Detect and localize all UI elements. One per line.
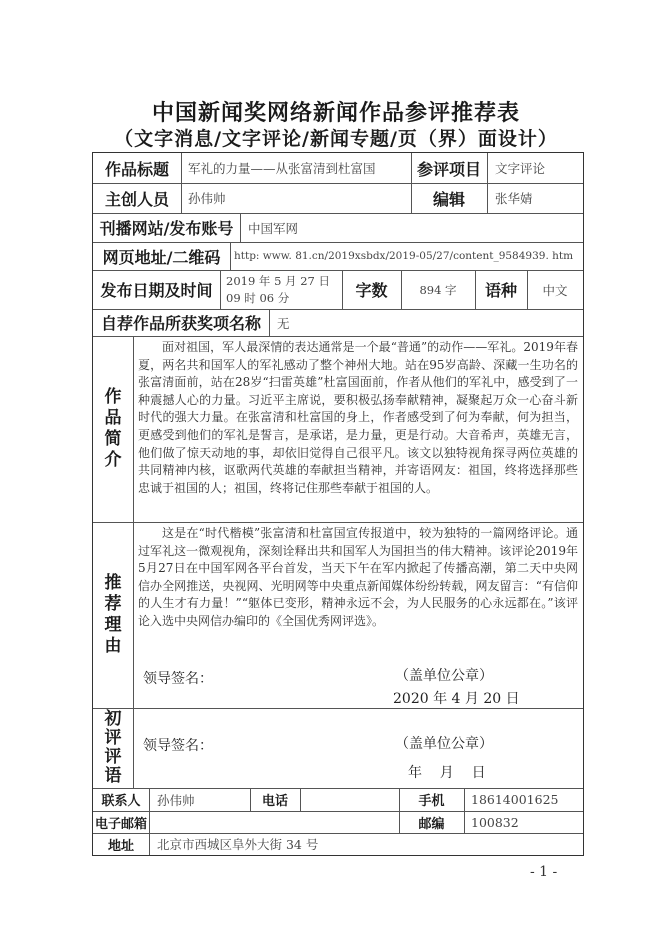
language-label: 语种: [484, 281, 517, 300]
editor-value: 张华婧: [495, 191, 533, 206]
phone-label: 电话: [261, 794, 288, 809]
site-label: 刊播网站/发布账号: [99, 219, 234, 238]
wordcount-value: 894 字: [419, 282, 457, 297]
creator-label: 主创人员: [104, 189, 169, 209]
initial-date: 年 月 日: [408, 765, 486, 781]
language-value: 中文: [542, 282, 568, 298]
category-label: 参评项目: [416, 159, 481, 179]
work-title-value: 军礼的力量——从张富清到杜富国: [188, 161, 376, 176]
address-value: 北京市西城区阜外大街 34 号: [157, 837, 319, 852]
document-title: 中国新闻奖网络新闻作品参评推荐表: [151, 100, 520, 126]
reason-text: 这是在“时代楷模”张富清和杜富国宣传报道中，较为独特的一篇网络评论。通过军礼这一微观视角，深刻诠释出共和国军人为国担当的伟大精神。该评论2019年5月27日在中国军网各平台首发，当天下午在军内掀起了传播高潮，第二天中央网信办全网推送，央视网、光明网等中央重点新闻媒体纷纷转载，网友留言：“有信仰的人生才有力量！”“躯体已变形，精神永远不会，为人民服务的心永远都在。”该评论入选中央网信办编印的《全国优秀网评选》。: [138, 526, 578, 628]
awards-value: 无: [277, 315, 290, 331]
postcode-label: 邮编: [418, 816, 445, 832]
recommendation-form: [92, 152, 584, 856]
reason-label: 推荐理由: [104, 573, 122, 656]
reason-sign-label: 领导签名：: [143, 671, 213, 687]
address-label: 地址: [107, 838, 134, 854]
summary-text: 面对祖国，军人最深情的表达通常是一个最“普通”的动作——军礼。2019年春夏，两名共和国军人的军礼感动了整个神州大地。站在95岁高龄、深藏一生功名的张富清面前，站在28岁“扫雷英雄”杜富国面前，作者从他们的军礼中，感受到了一种震撼人心的力量。习近平主席说，要积极弘扬奉献精神，凝聚起万众一心奋斗新时代的强大力量。在张富清和杜富国的身上，作者感受到了何为奉献，何为担当，更感受到他们的军礼是誓言，是承诺，是力量，更是行动。大音希声，英雄无言，他们做了惊天动地的事，却依旧觉得自己很平凡。该文以独特视角探寻两位英雄的共同精神内核，讴歌两代英雄的奉献担当精神，并寄语网友：祖国，终将选择那些忠诚于祖国的人；祖国，终将记住那些奉献于祖国的人。: [138, 340, 578, 495]
email-label: 电子邮箱: [94, 816, 147, 832]
wordcount-label: 字数: [355, 281, 388, 300]
initial-label: 初评评语: [104, 709, 122, 786]
work-title-label: 作品标题: [104, 159, 169, 179]
initial-sign-label: 领导签名：: [143, 738, 213, 754]
phone-value: [305, 788, 397, 811]
url-label: 网页地址/二维码: [102, 247, 221, 267]
document-subtitle: （文字消息/文字评论/新闻专题/页（界）面设计）: [114, 128, 558, 150]
reason-seal: （盖单位公章）: [395, 668, 493, 684]
date-label: 发布日期及时间: [100, 281, 213, 300]
reason-date: 2020 年 4 月 20 日: [393, 691, 520, 707]
contact-value: 孙伟帅: [157, 792, 195, 808]
initial-seal: （盖单位公章）: [395, 736, 493, 752]
site-value: 中国军网: [248, 220, 299, 236]
creator-value: 孙伟帅: [188, 191, 226, 206]
editor-label: 编辑: [432, 189, 465, 209]
contact-label: 联系人: [101, 794, 141, 809]
mobile-label: 手机: [418, 794, 445, 809]
category-value: 文字评论: [495, 161, 546, 176]
awards-label: 自荐作品所获奖项名称: [100, 314, 261, 333]
summary-label: 作品简介: [104, 387, 122, 470]
page-number: - 1 -: [530, 864, 558, 880]
email-value: [157, 811, 397, 833]
date-value: 2019 年 5 月 27 日 09 时 06 分: [226, 273, 330, 305]
postcode-value: 100832: [471, 814, 519, 830]
url-value[interactable]: http: www. 81.cn/2019xsbdx/2019-05/27/content_9584939. htm: [234, 250, 574, 262]
mobile-value: 18614001625: [471, 792, 559, 807]
